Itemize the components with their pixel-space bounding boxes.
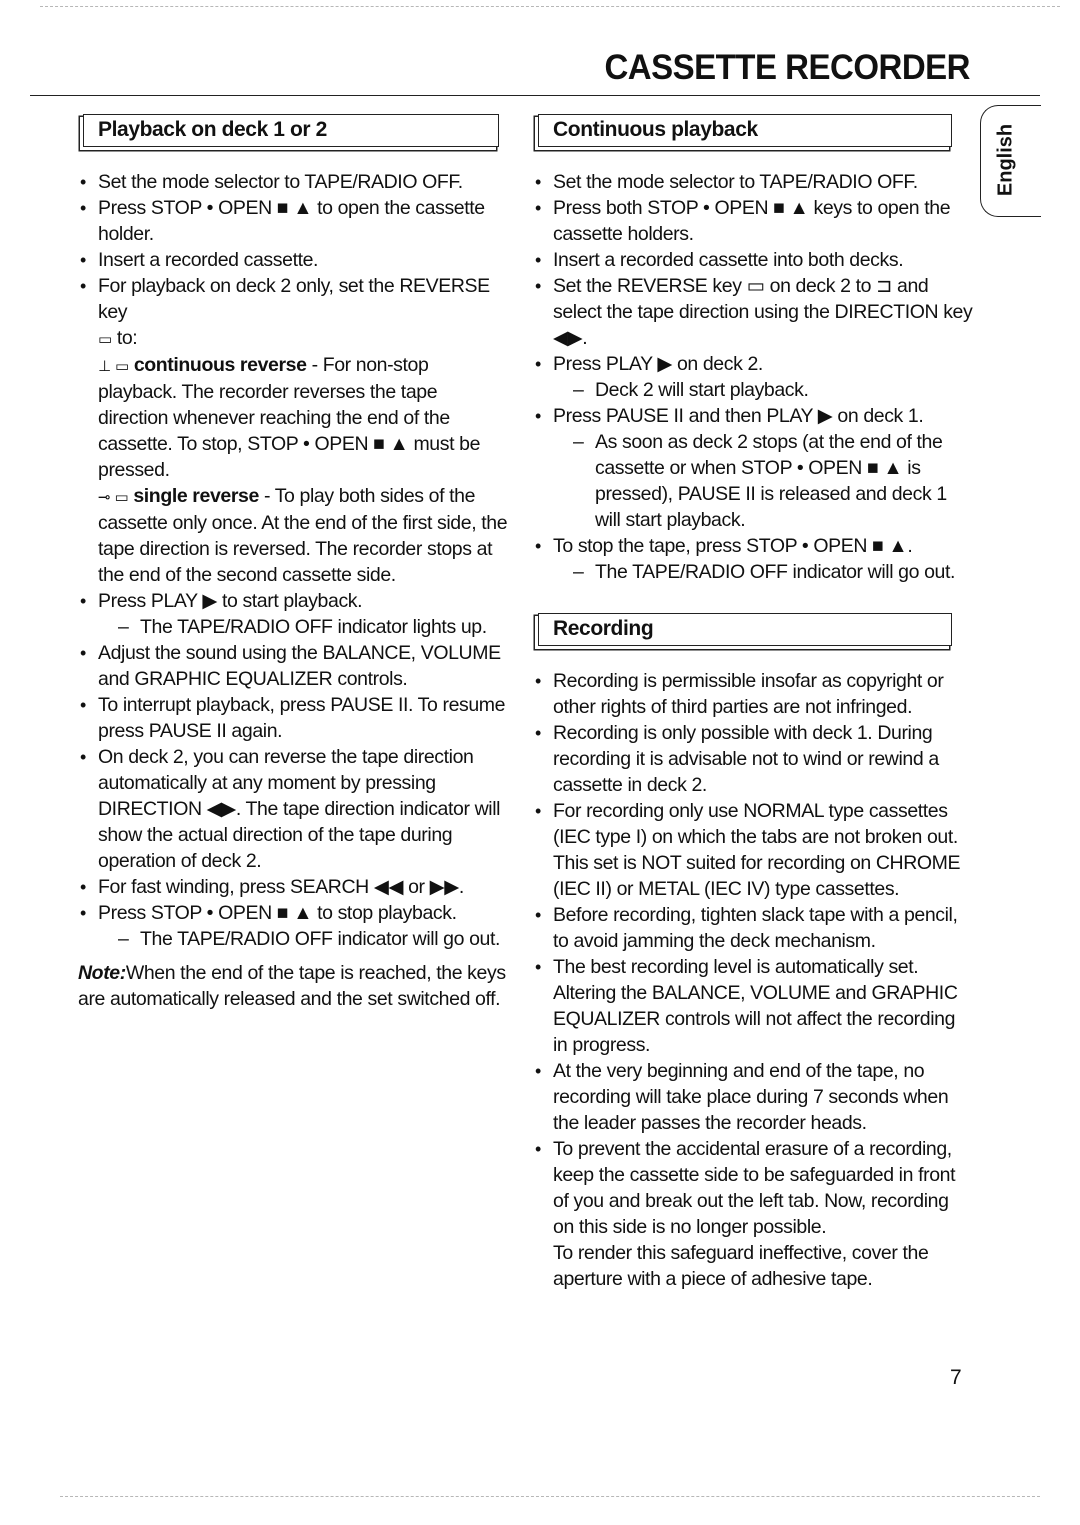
list-item: • Insert a recorded cassette. <box>78 247 508 273</box>
list-item-text: To stop the tape, press STOP • OPEN ■ ▲. <box>553 535 913 557</box>
left-column <box>78 114 508 1012</box>
list-item <box>533 1136 973 1292</box>
right-column <box>533 114 973 1292</box>
list-item: • Press both STOP • OPEN ■ ▲ keys to open the cassette holders. <box>533 195 973 247</box>
list-item: • On deck 2, you can reverse the tape direction automatically at any moment by pressing DIRECTION ◀▶. The tape direction indicator will show the actual direction of the tape during operation of deck 2. <box>78 744 508 874</box>
note-paragraph <box>78 960 508 1012</box>
list-item: • Before recording, tighten slack tape with a pencil, to avoid jamming the deck mechanism. <box>533 902 973 954</box>
list-item: • Recording is only possible with deck 1. During recording it is advisable not to wind or rewind a cassette in deck 2. <box>533 720 973 798</box>
list-item: • Press STOP • OPEN ■ ▲ to open the cassette holder. <box>78 195 508 247</box>
list-item-continuation: To render this safeguard ineffective, cover the aperture with a piece of adhesive tape. <box>553 1242 929 1290</box>
list-item <box>533 798 973 902</box>
sub-item: – The TAPE/RADIO OFF indicator lights up. <box>98 614 508 640</box>
note-label: Note: <box>78 962 126 984</box>
recording-list <box>533 668 973 1292</box>
note-text: When the end of the tape is reached, the keys are automatically released and the set switched off. <box>78 962 506 1010</box>
sub-item: – The TAPE/RADIO OFF indicator will go out. <box>98 926 508 952</box>
list-item: • To interrupt playback, press PAUSE II. To resume press PAUSE II again. <box>78 692 508 744</box>
list-item: • At the very beginning and end of the tape, no recording will take place during 7 seconds when the leader passes the recorder heads. <box>533 1058 973 1136</box>
reverse-key-icon: ▭ <box>98 330 112 348</box>
list-item <box>533 403 973 533</box>
sub-item: – As soon as deck 2 stops (at the end of the cassette or when STOP • OPEN ■ ▲ is pressed), PAUSE II is released and deck 1 will start playback. <box>553 429 973 533</box>
list-item-text: For recording only use NORMAL type cassettes (IEC type I) on which the tabs are not broken out. <box>553 800 958 848</box>
scan-edge-top <box>40 6 1060 11</box>
section-heading-recording: Recording <box>538 613 952 646</box>
list-item <box>78 273 508 588</box>
list-item-text: To prevent the accidental erasure of a recording, keep the cassette side to be safeguarded in front of you and break out the left tab. Now, recording on this side is no longer possible. <box>553 1138 956 1238</box>
list-item <box>533 533 973 585</box>
list-item: • The best recording level is automatically set. Altering the BALANCE, VOLUME and GRAPHIC EQUALIZER controls will not affect the recording in progress. <box>533 954 973 1058</box>
page-title: CASSETTE RECORDER <box>604 46 970 87</box>
list-item: • Set the mode selector to TAPE/RADIO OFF. <box>78 169 508 195</box>
list-item: • Adjust the sound using the BALANCE, VOLUME and GRAPHIC EQUALIZER controls. <box>78 640 508 692</box>
continuous-reverse-label: continuous reverse <box>133 354 307 376</box>
scan-edge-bottom <box>60 1496 1040 1501</box>
list-item-text: Press PLAY ▶ on deck 2. <box>553 353 763 375</box>
list-item <box>78 588 508 640</box>
list-item: • Set the mode selector to TAPE/RADIO OFF. <box>533 169 973 195</box>
list-item: • For fast winding, press SEARCH ◀◀ or ▶▶. <box>78 874 508 900</box>
list-item-text: to: <box>116 327 138 349</box>
list-item <box>533 351 973 403</box>
list-item: • Recording is permissible insofar as copyright or other rights of third parties are not infringed. <box>533 668 973 720</box>
list-item <box>78 900 508 952</box>
single-reverse-text: - To play both sides of the cassette only once. At the end of the first side, the tape direction is reversed. The recorder stops at the end of the second cassette side. <box>98 485 508 586</box>
section-heading-playback: Playback on deck 1 or 2 <box>83 114 499 147</box>
list-item-continuation: This set is NOT suited for recording on CHROME (IEC II) or METAL (IEC IV) type cassettes. <box>553 852 961 900</box>
single-reverse-icon: ⊸ ▭ <box>98 488 129 506</box>
continuous-reverse-icon: ⊥ ▭ <box>98 357 129 375</box>
continuous-list <box>533 169 973 585</box>
header-rule <box>30 95 1040 96</box>
list-item: • Insert a recorded cassette into both decks. <box>533 247 973 273</box>
page-number: 7 <box>950 1366 962 1389</box>
single-reverse-label: single reverse <box>133 485 259 507</box>
list-item: • Set the REVERSE key ▭ on deck 2 to ⊐ and select the tape direction using the DIRECTION key ◀▶. <box>533 273 973 351</box>
language-tab-label: English <box>994 123 1017 197</box>
list-item-text: For playback on deck 2 only, set the REVERSE key <box>98 275 490 323</box>
playback-list <box>78 169 508 952</box>
list-item-text: Press PLAY ▶ to start playback. <box>98 590 363 612</box>
list-item-text: Press STOP • OPEN ■ ▲ to stop playback. <box>98 902 457 924</box>
list-item-text: Press PAUSE II and then PLAY ▶ on deck 1. <box>553 405 924 427</box>
section-heading-continuous: Continuous playback <box>538 114 952 147</box>
sub-item: – The TAPE/RADIO OFF indicator will go out. <box>553 559 973 585</box>
sub-item: – Deck 2 will start playback. <box>553 377 973 403</box>
continuous-reverse-text: - For non-stop playback. The recorder reverses the tape direction whenever reaching the end of the cassette. To stop, STOP • OPEN ■ ▲ must be pressed. <box>98 354 481 481</box>
